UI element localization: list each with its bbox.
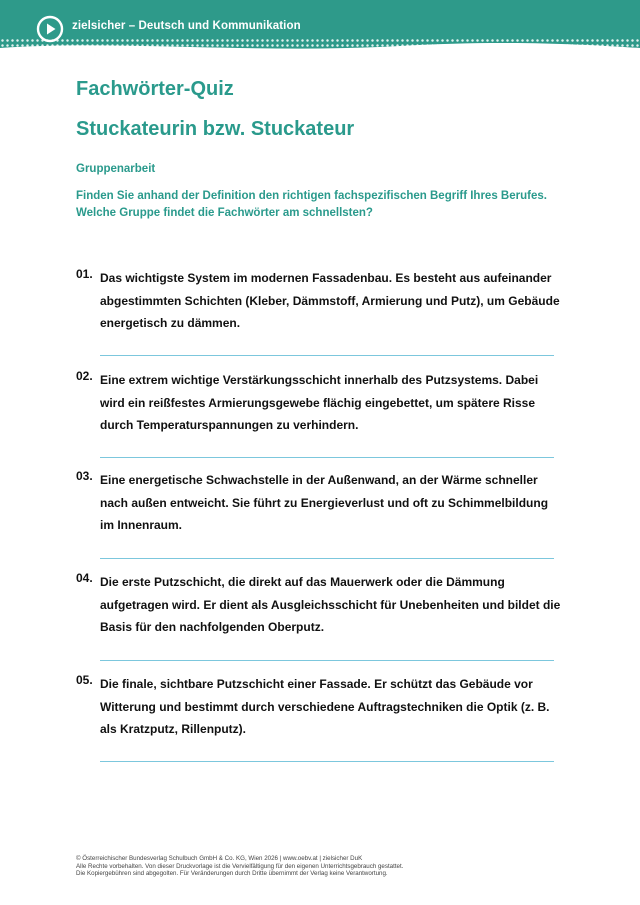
answer-line[interactable] [100, 457, 554, 458]
question-number: 05. [76, 673, 93, 687]
task-instruction: Finden Sie anhand der Definition den richtigen fachspezifischen Begriff Ihres Berufes. Welche Gruppe findet die Fachwörter am schnellsten? [76, 190, 547, 219]
page-subtitle: Stuckateurin bzw. Stuckateur [76, 118, 355, 140]
answer-line[interactable] [100, 558, 554, 559]
question-number: 02. [76, 369, 93, 383]
header-banner [0, 0, 640, 52]
answer-line[interactable] [100, 761, 554, 762]
answer-line[interactable] [100, 355, 554, 356]
group-work-label: Gruppenarbeit [76, 163, 156, 175]
question-number: 01. [76, 267, 93, 281]
footer-line: © Österreichischer Bundesverlag Schulbuch GmbH & Co. KG, Wien 2026 | www.oebv.at | zielsicher DuK [76, 855, 363, 862]
page-title: Fachwörter-Quiz [76, 78, 234, 100]
question-text: Die finale, sichtbare Putzschicht einer Fassade. Er schützt das Gebäude vor Witterung und bestimmt durch verschiedene Auftragstechniken die Optik (z. B. als Kratzputz, Rillenputz). [100, 677, 550, 736]
question-text: Das wichtigste System im modernen Fassadenbau. Es besteht aus aufeinander abgestimmten Schichten (Kleber, Dämmstoff, Armierung und Putz), um Gebäude energetisch zu dämmen. [100, 271, 560, 330]
question-text: Eine extrem wichtige Verstärkungsschicht innerhalb des Putzsystems. Dabei wird ein reißfestes Armierungsgewebe flächig eingebettet, um spätere Risse durch Temperaturspannungen zu verhindern. [100, 373, 539, 432]
play-icon [36, 15, 64, 43]
copyright-footer [76, 855, 403, 878]
question-number: 04. [76, 571, 93, 585]
header-wave [0, 36, 640, 56]
question-text: Die erste Putzschicht, die direkt auf das Mauerwerk oder die Dämmung aufgetragen wird. Er dient als Ausgleichsschicht für Unebenheiten und bildet die Basis für den nachfolgenden Oberputz. [100, 575, 561, 634]
question-text: Eine energetische Schwachstelle in der Außenwand, an der Wärme schneller nach außen entweicht. Sie führt zu Energieverlust und oft zu Schimmelbildung im Innenraum. [100, 473, 549, 532]
footer-line: Alle Rechte vorbehalten. Von dieser Druckvorlage ist die Vervielfältigung für den eigenen Unterrichtsgebrauch gestattet. [76, 862, 404, 870]
footer-line: Die Kopiergebühren sind abgegolten. Für Veränderungen durch Dritte übernimmt der Verlag keine Verantwortung. [76, 870, 388, 877]
answer-line[interactable] [100, 660, 554, 661]
question-number: 03. [76, 469, 93, 483]
brand-label: zielsicher – Deutsch und Kommunikation [72, 20, 301, 32]
